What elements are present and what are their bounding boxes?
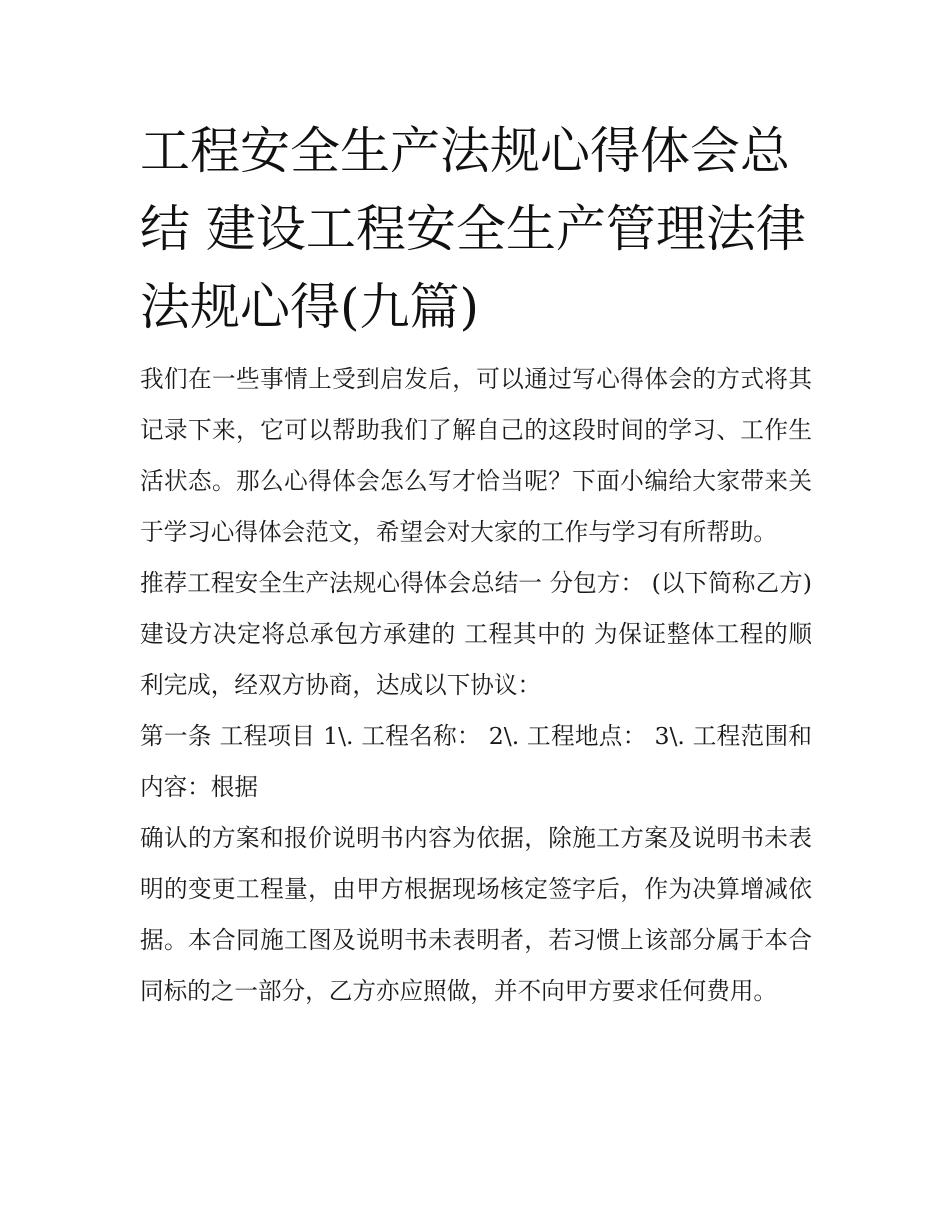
document-body bbox=[140, 112, 812, 1017]
subcontract-paragraph: 推荐工程安全生产法规心得体会总结一 分包方： (以下简称乙方) 建设方决定将总承包方承建的 工程其中的 为保证整体工程的顺利完成，经双方协商，达成以下协议： bbox=[140, 569, 812, 699]
intro-paragraph: 我们在一些事情上受到启发后，可以通过写心得体会的方式将其记录下来，它可以帮助我们了解自己的这段时间的学习、工作生活状态。那么心得体会怎么写才恰当呢？下面小编给大家带来关于学习心得体会范文，希望会对大家的工作与学习有所帮助。 bbox=[140, 365, 812, 546]
article-one-paragraph: 第一条 工程项目 1\. 工程名称： 2\. 工程地点： 3\. 工程范围和内容：根据 bbox=[140, 722, 812, 801]
document-title: 工程安全生产法规心得体会总结 建设工程安全生产管理法律法规心得(九篇) bbox=[140, 122, 806, 336]
scope-paragraph: 确认的方案和报价说明书内容为依据，除施工方案及说明书未表明的变更工程量，由甲方根据现场核定签字后，作为决算增减依据。本合同施工图及说明书未表明者，若习惯上该部分属于本合同标的之一部分，乙方亦应照做，并不向甲方要求任何费用。 bbox=[140, 824, 812, 1005]
